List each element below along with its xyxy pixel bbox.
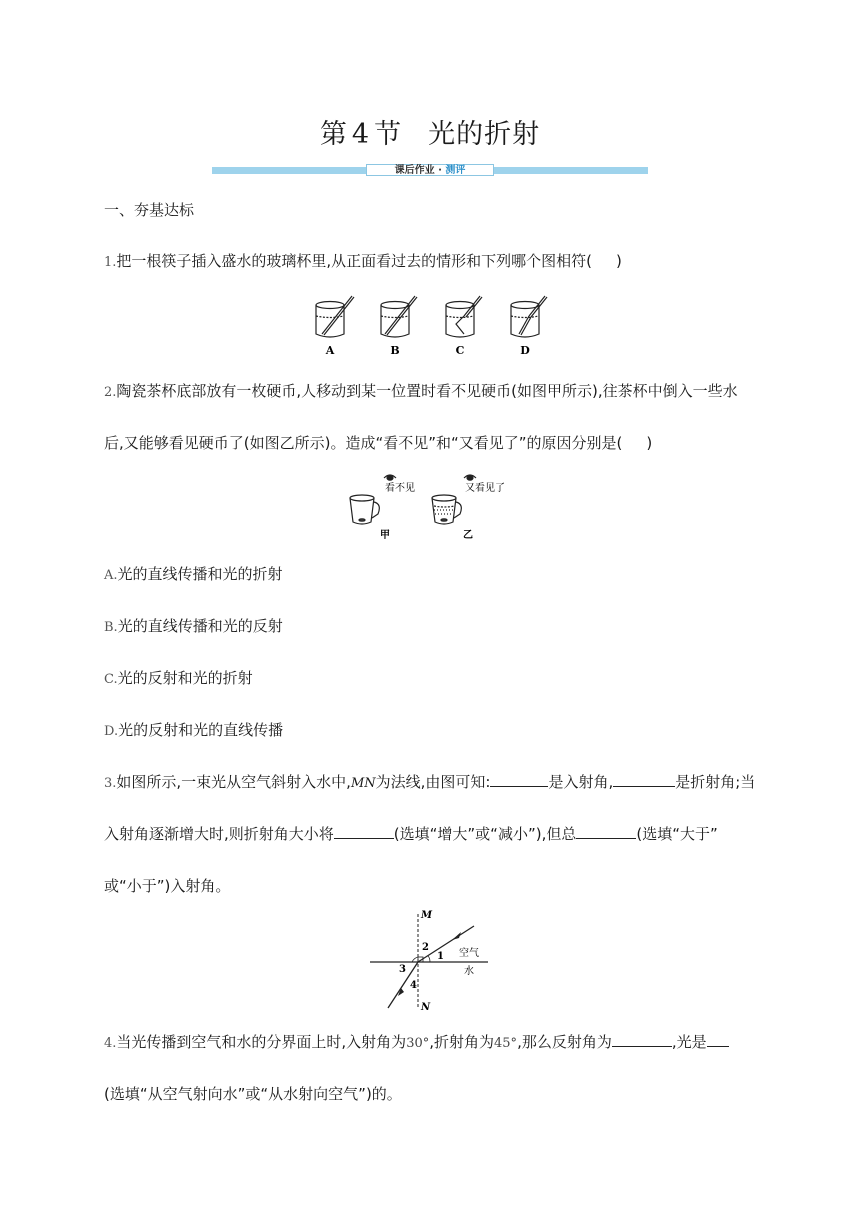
angle-label-2: 2 [422,942,429,953]
question-3-text-2a: 入射角逐渐增大时,则折射角大小将 [104,825,334,843]
question-4-line-1 [104,1032,729,1054]
question-3-text-1d: 是折射角;当 [675,773,756,791]
cup-left [350,495,379,524]
choice-b-letter: B. [104,620,118,635]
question-4-text-1b: ,折射角为 [429,1033,495,1051]
eye-right-icon [464,475,476,480]
question-3-line-2 [104,824,718,844]
question-3-line-1 [104,772,755,794]
label-n: N [421,1002,431,1012]
question-4-text-1a: 当光传播到空气和水的分界面上时,入射角为 [116,1033,407,1051]
blank-refraction-angle[interactable] [613,772,675,787]
banner-left-text: 课后作业 · [394,165,446,176]
blank-change[interactable] [334,824,394,839]
option-d-label: D [520,344,530,357]
choice-a-text: 光的直线传播和光的折射 [117,565,283,583]
choice-c [104,668,253,690]
question-1-number: 1. [104,255,117,270]
question-4-text-1d: ,光是 [671,1033,707,1051]
angle-label-1: 1 [437,951,444,962]
label-jia: 甲 [380,530,390,541]
blank-compare[interactable] [576,824,636,839]
question-3-text-2b: (选填“增大”或“减小”),但总 [393,825,577,843]
choice-b [104,616,283,638]
glass-d [511,296,547,337]
question-2-text-1: 陶瓷茶杯底部放有一枚硬币,人移动到某一位置时看不见硬币(如图甲所示),往茶杯中倒入一些水 [116,382,738,400]
question-3-text-2c: (选填“大于” [636,825,718,843]
section-heading: 一、夯基达标 [104,201,195,219]
question-2-close: ) [646,434,653,452]
question-3-number: 3. [104,776,117,791]
label-m: M [421,910,433,921]
title-name: 光的折射 [428,119,541,150]
choice-d [104,720,283,742]
question-3-text-1c: 是入射角, [548,773,614,791]
choice-d-text: 光的反射和光的直线传播 [118,721,284,739]
glass-b [381,296,417,337]
choice-c-letter: C. [104,672,118,687]
blank-incident-angle[interactable] [490,772,548,787]
question-3-figure [368,908,492,1012]
glass-c [446,296,482,337]
angle-incident-value: 30° [406,1036,430,1051]
question-2-line-2 [104,433,652,453]
caption-seen-again: 又看见了 [465,483,505,494]
banner-right-text: 测评 [445,165,466,176]
title-suffix: 节 [374,119,403,150]
label-water: 水 [464,966,474,977]
normal-line-label: MN [350,776,376,791]
choice-a-letter: A. [104,568,118,583]
question-4-line-2: (选填“从空气射向水”或“从水射向空气”)的。 [104,1085,402,1103]
caption-not-seen: 看不见 [385,483,415,494]
question-1-figure [308,294,558,358]
question-1-text: 把一根筷子插入盛水的玻璃杯里,从正面看过去的情形和下列哪个图相符( [116,252,593,270]
angle-refraction-value: 45° [494,1036,518,1051]
question-3-text-1b: 为法线,由图可知: [375,773,491,791]
section-banner [212,164,648,176]
question-1 [104,251,622,273]
blank-reflection-angle[interactable] [612,1032,672,1047]
question-2-figure [340,470,530,542]
title-number: 4 [351,119,371,150]
option-b-label: B [390,344,400,357]
page-title [0,112,860,151]
question-2-text-2: 后,又能够看见硬币了(如图乙所示)。造成“看不见”和“又看见了”的原因分别是( [104,434,623,452]
label-air: 空气 [459,948,479,959]
question-2-line-1 [104,381,738,403]
cup-right [432,495,461,524]
angle-label-3: 3 [399,964,406,975]
blank-direction[interactable] [707,1032,729,1047]
angle-label-4: 4 [410,980,417,991]
label-yi: 乙 [463,530,473,541]
banner-label [366,164,494,176]
glass-a [316,296,354,337]
question-4-text-1c: ,那么反射角为 [517,1033,612,1051]
question-2-number: 2. [104,385,117,400]
choice-b-text: 光的直线传播和光的反射 [117,617,283,635]
option-c-label: C [455,344,465,357]
question-3-text-1a: 如图所示,一束光从空气斜射入水中, [116,773,351,791]
question-1-close: ) [616,252,622,270]
option-a-label: A [325,344,335,357]
title-prefix: 第 [319,119,348,150]
question-4-number: 4. [104,1036,117,1051]
choice-a [104,564,283,586]
choice-c-text: 光的反射和光的折射 [117,669,253,687]
question-3-line-3: 或“小于”)入射角。 [104,877,231,895]
choice-d-letter: D. [104,724,119,739]
eye-left-icon [384,475,396,480]
